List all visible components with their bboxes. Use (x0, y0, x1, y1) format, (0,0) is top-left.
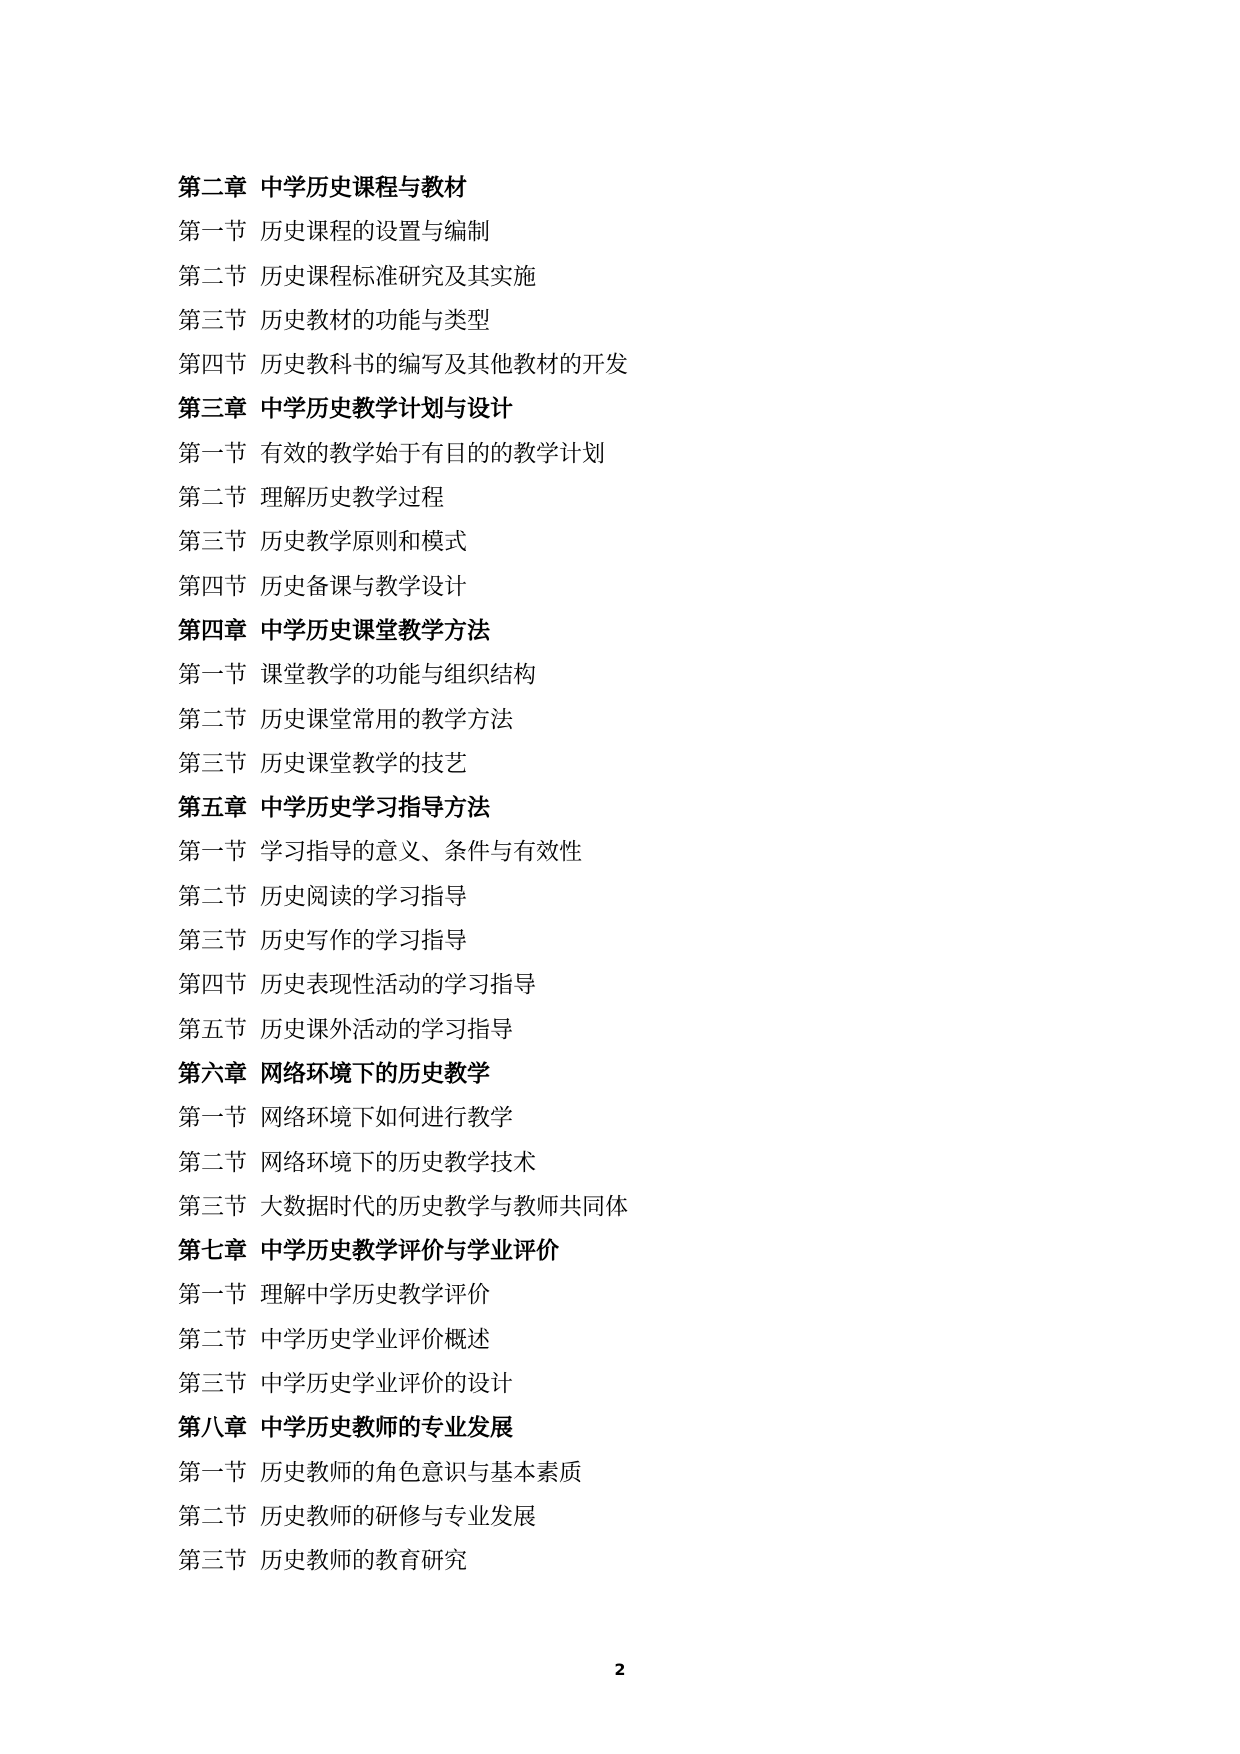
chapter-title: 中学历史教师的专业发展 (260, 1415, 513, 1442)
section-title: 历史课堂教学的技艺 (260, 750, 467, 777)
chapter-number: 第五章 (178, 795, 247, 822)
section-title: 历史教科书的编写及其他教材的开发 (260, 352, 628, 379)
section-title: 历史课堂常用的教学方法 (260, 706, 513, 733)
section-title: 理解历史教学过程 (260, 485, 444, 512)
section-number: 第二节 (178, 485, 247, 512)
section-title: 网络环境下的历史教学技术 (260, 1149, 536, 1176)
section-entry (178, 1185, 1078, 1229)
section-title: 中学历史学业评价概述 (260, 1326, 490, 1353)
section-number: 第四节 (178, 352, 247, 379)
section-entry (178, 698, 1078, 742)
section-title: 历史教材的功能与类型 (260, 307, 490, 334)
section-entry (178, 742, 1078, 786)
section-number: 第一节 (178, 839, 247, 866)
section-entry (178, 1273, 1078, 1317)
page-number: 2 (614, 1660, 626, 1679)
section-entry (178, 476, 1078, 520)
section-entry (178, 343, 1078, 387)
section-number: 第二节 (178, 883, 247, 910)
section-entry (178, 210, 1078, 254)
chapter-number: 第六章 (178, 1060, 247, 1087)
section-number: 第五节 (178, 1016, 247, 1043)
section-title: 历史教师的研修与专业发展 (260, 1503, 536, 1530)
section-entry (178, 255, 1078, 299)
chapter-title: 中学历史课堂教学方法 (260, 617, 490, 644)
section-title: 学习指导的意义、条件与有效性 (260, 839, 582, 866)
section-entry (178, 1318, 1078, 1362)
section-entry (178, 299, 1078, 343)
section-number: 第三节 (178, 1193, 247, 1220)
chapter-heading (178, 609, 1078, 653)
section-number: 第三节 (178, 928, 247, 955)
chapter-number: 第四章 (178, 617, 247, 644)
chapter-heading (178, 1406, 1078, 1450)
section-entry (178, 963, 1078, 1007)
section-title: 历史表现性活动的学习指导 (260, 972, 536, 999)
section-number: 第二节 (178, 1149, 247, 1176)
section-number: 第一节 (178, 662, 247, 689)
section-title: 历史备课与教学设计 (260, 573, 467, 600)
section-number: 第四节 (178, 972, 247, 999)
chapter-heading (178, 387, 1078, 431)
section-entry (178, 919, 1078, 963)
chapter-heading (178, 786, 1078, 830)
section-entry (178, 1141, 1078, 1185)
chapter-title: 中学历史课程与教材 (260, 175, 467, 201)
section-number: 第一节 (178, 1282, 247, 1309)
section-title: 课堂教学的功能与组织结构 (260, 662, 536, 689)
section-entry (178, 875, 1078, 919)
section-entry (178, 432, 1078, 476)
section-title: 历史课程标准研究及其实施 (260, 263, 536, 290)
chapter-number: 第八章 (178, 1415, 247, 1442)
section-number: 第二节 (178, 1503, 247, 1530)
section-entry (178, 565, 1078, 609)
chapter-number: 第三章 (178, 396, 247, 423)
section-number: 第三节 (178, 1548, 247, 1575)
chapter-title: 网络环境下的历史教学 (260, 1060, 490, 1087)
section-entry (178, 1362, 1078, 1406)
section-number: 第三节 (178, 529, 247, 556)
section-number: 第一节 (178, 1459, 247, 1486)
section-title: 有效的教学始于有目的的教学计划 (260, 440, 605, 467)
section-title: 历史写作的学习指导 (260, 928, 467, 955)
chapter-heading (178, 1229, 1078, 1273)
section-number: 第三节 (178, 1371, 247, 1398)
section-title: 历史教师的教育研究 (260, 1548, 467, 1575)
section-number: 第一节 (178, 1105, 247, 1132)
chapter-number: 第七章 (178, 1238, 247, 1265)
chapter-title: 中学历史教学计划与设计 (260, 396, 513, 423)
section-title: 历史课程的设置与编制 (260, 219, 490, 246)
chapter-title: 中学历史教学评价与学业评价 (260, 1238, 559, 1265)
section-entry (178, 653, 1078, 697)
section-title: 历史教学原则和模式 (260, 529, 467, 556)
section-number: 第四节 (178, 573, 247, 600)
section-number: 第二节 (178, 1326, 247, 1353)
section-number: 第二节 (178, 706, 247, 733)
section-entry (178, 1451, 1078, 1495)
section-number: 第三节 (178, 307, 247, 334)
section-entry (178, 830, 1078, 874)
section-entry (178, 1539, 1078, 1583)
section-title: 历史课外活动的学习指导 (260, 1016, 513, 1043)
section-entry (178, 1008, 1078, 1052)
section-title: 网络环境下如何进行教学 (260, 1105, 513, 1132)
chapter-number: 第二章 (178, 175, 247, 201)
section-title: 历史阅读的学习指导 (260, 883, 467, 910)
chapter-title: 中学历史学习指导方法 (260, 795, 490, 822)
section-title: 中学历史学业评价的设计 (260, 1371, 513, 1398)
section-title: 大数据时代的历史教学与教师共同体 (260, 1193, 628, 1220)
chapter-heading (178, 1052, 1078, 1096)
section-title: 历史教师的角色意识与基本素质 (260, 1459, 582, 1486)
section-number: 第一节 (178, 219, 247, 246)
section-number: 第二节 (178, 263, 247, 290)
table-of-contents (178, 166, 1078, 1584)
chapter-heading (178, 166, 1078, 210)
section-number: 第三节 (178, 750, 247, 777)
section-entry (178, 520, 1078, 564)
section-entry (178, 1096, 1078, 1140)
section-entry (178, 1495, 1078, 1539)
section-number: 第一节 (178, 440, 247, 467)
section-title: 理解中学历史教学评价 (260, 1282, 490, 1309)
